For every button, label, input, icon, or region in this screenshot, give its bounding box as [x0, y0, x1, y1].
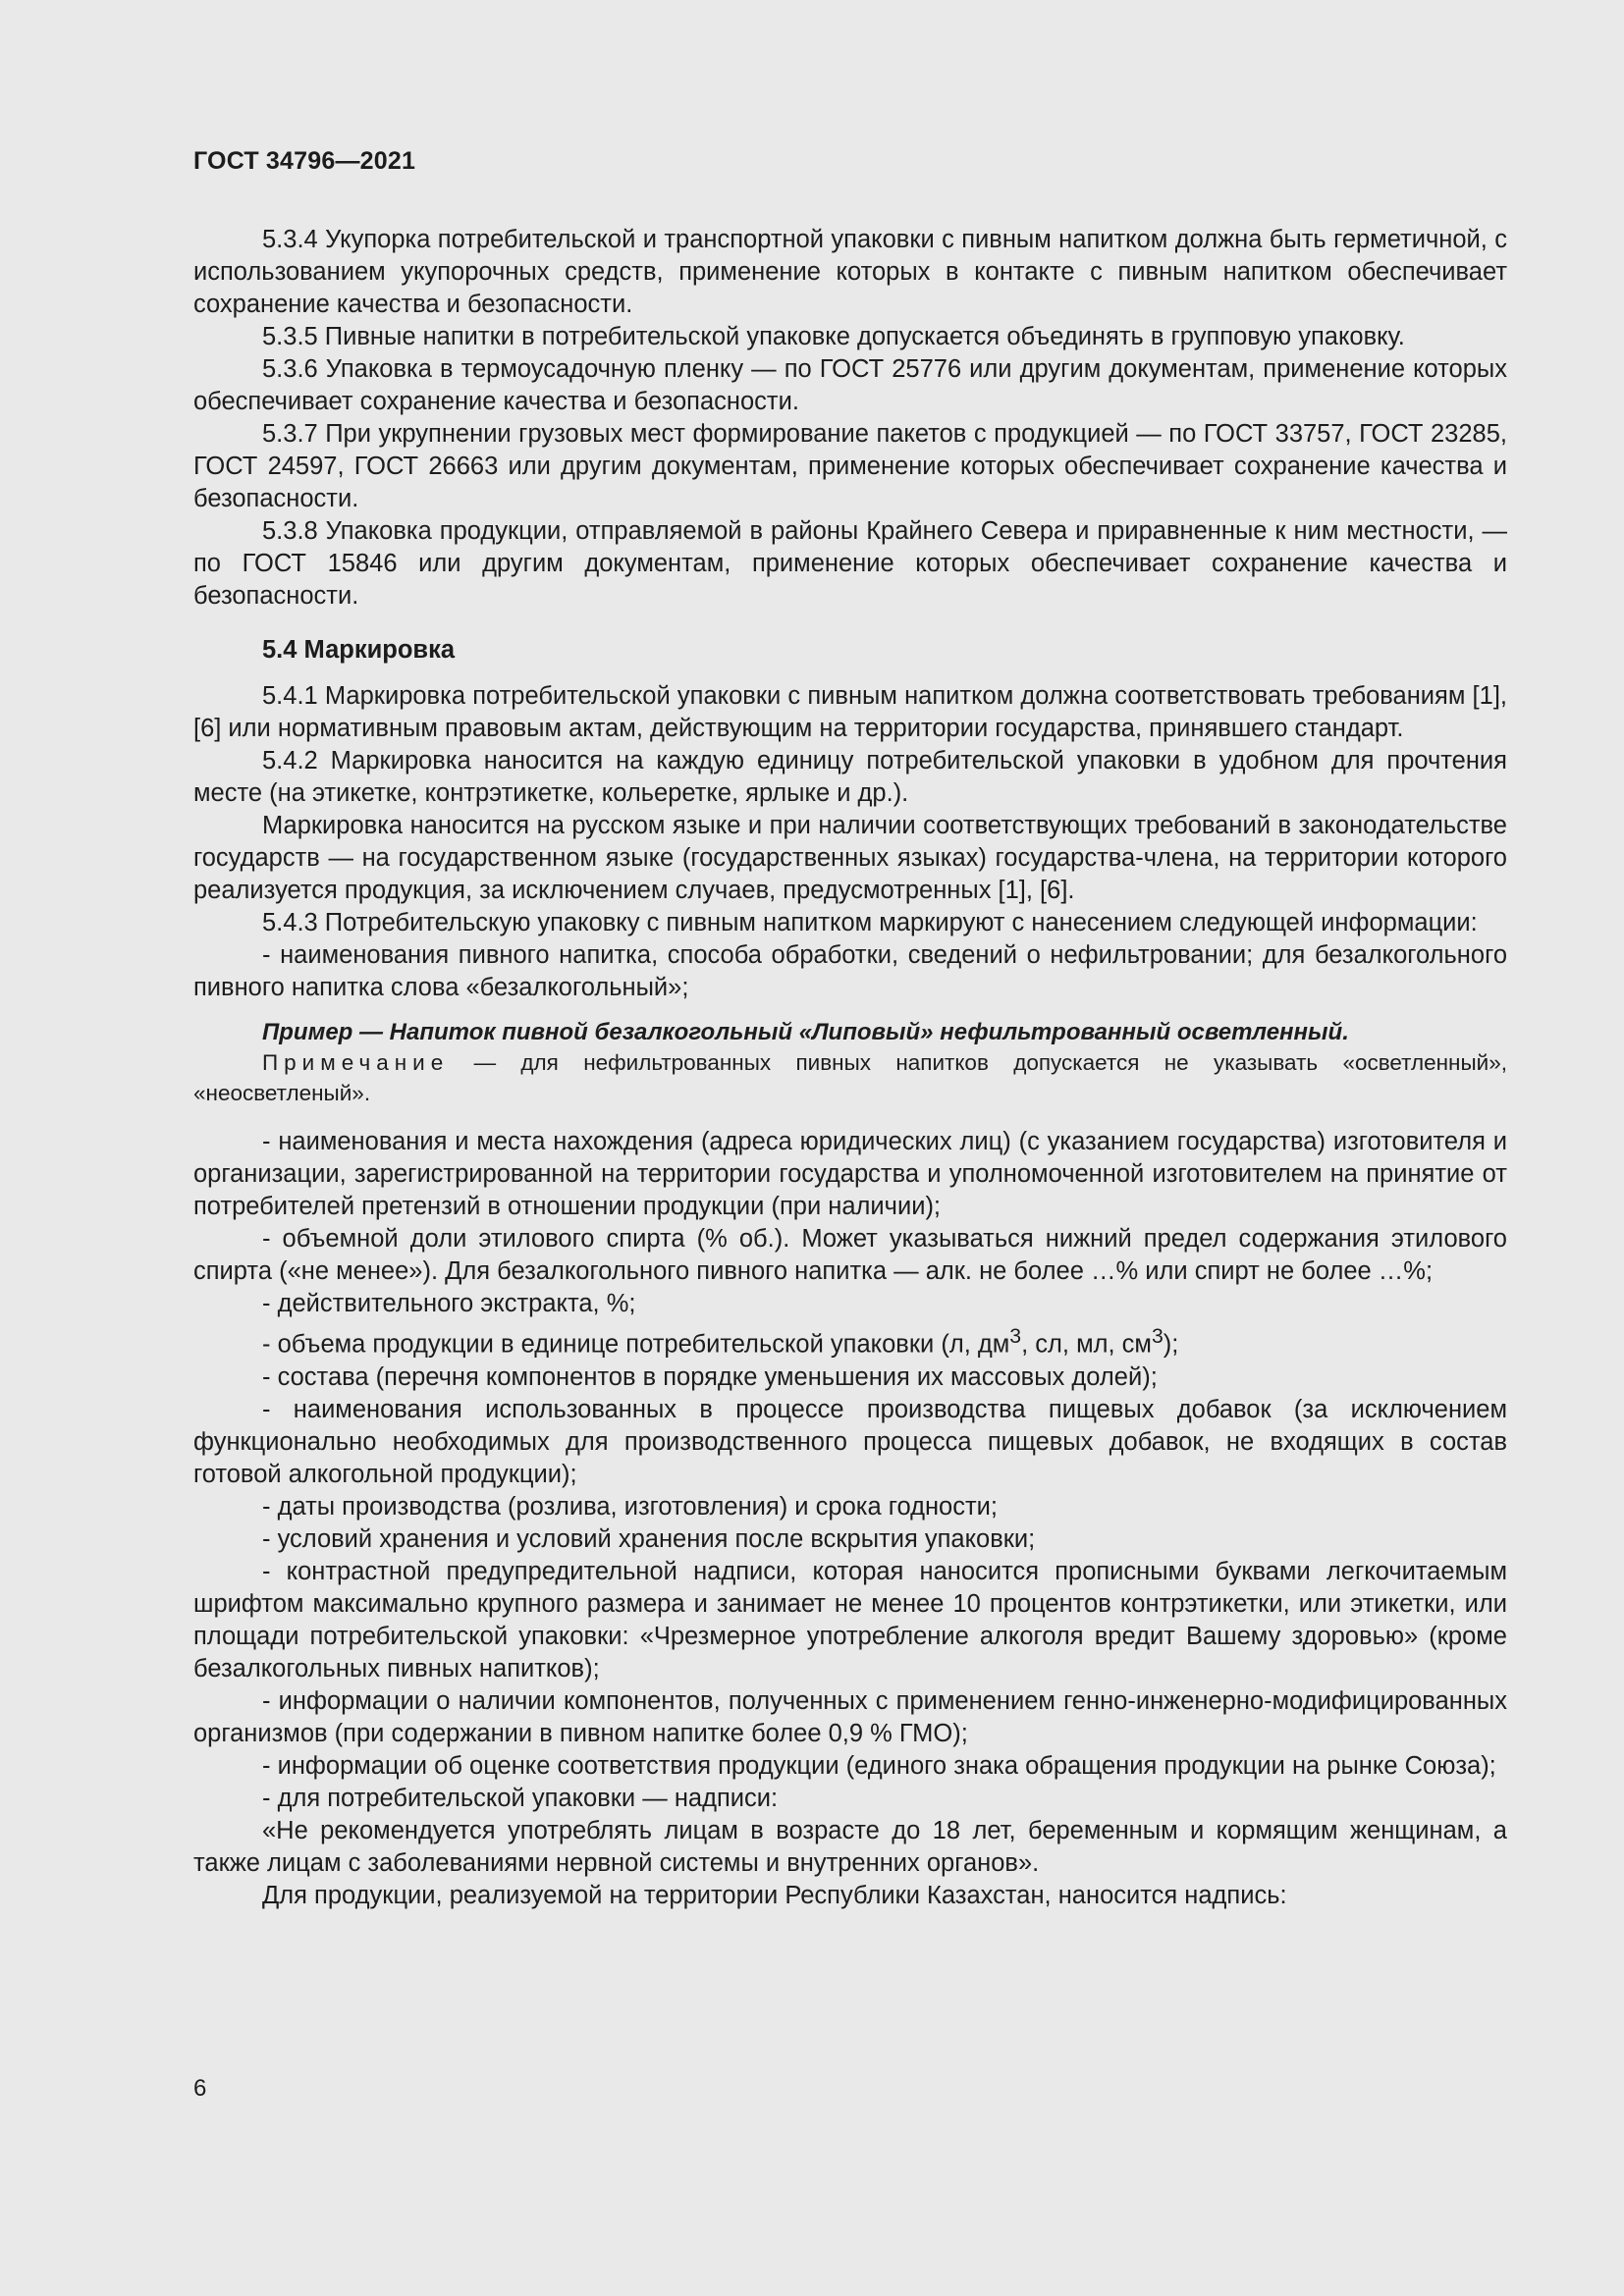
clause-5-3-6: 5.3.6 Упаковка в термоусадочную пленку — по ГОСТ 25776 или другим документам, применение которых обеспечивает сохранение качества и безопасности. — [193, 355, 1507, 415]
page-number: 6 — [193, 2075, 207, 2102]
clause-5-3-7: 5.3.7 При укрупнении грузовых мест формирование пакетов с продукцией — по ГОСТ 33757, ГОСТ 23285, ГОСТ 24597, ГОСТ 26663 или другим документам, применение которых обеспечивает сохранение качества и безопасности. — [193, 420, 1507, 512]
clause-5-3-5: 5.3.5 Пивные напитки в потребительской упаковке допускается объединять в групповую упаковку. — [262, 323, 1405, 350]
list-item: - условий хранения и условий хранения после вскрытия упаковки; — [262, 1524, 1036, 1553]
list-item: - наименования и места нахождения (адреса юридических лиц) (с указанием государства) изготовителя и организации, зарегистрированной на территории государства и уполномоченной изготовителем на принятие от потребителей претензий в отношении продукции (при наличии); — [193, 1128, 1507, 1220]
document-header: ГОСТ 34796—2021 — [193, 147, 416, 175]
list-item: - для потребительской упаковки — надписи: — [262, 1784, 779, 1812]
list-item: - состава (перечня компонентов в порядке уменьшения их массовых долей); — [262, 1362, 1158, 1391]
clause-5-4-1: 5.4.1 Маркировка потребительской упаковки с пивным напитком должна соответствовать требованиям [1], [6] или нормативным правовым актам, действующим на территории государства, принявшего стандарт. — [193, 682, 1507, 742]
superscript: 3 — [1009, 1324, 1022, 1348]
list-item: - контрастной предупредительной надписи, которая наносится прописными буквами легкочитаемым шрифтом максимально крупного размера и занимает не менее 10 процентов контрэтикетки, или этикетки, или площади потребительской упаковки: «Чрезмерное употребление алкоголя вредит Вашему здоровью» (кроме безалкогольных пивных напитков); — [193, 1557, 1507, 1682]
list-item: Для продукции, реализуемой на территории Республики Казахстан, наносится надпись: — [262, 1881, 1287, 1909]
note-text: — для нефильтрованных пивных напитков допускается не указывать «осветленный», «неосветленый». — [193, 1050, 1507, 1105]
list-item: - информации о наличии компонентов, полученных с применением генно-инженерно-модифицированных организмов (при содержании в пивном напитке более 0,9 % ГМО); — [193, 1686, 1507, 1747]
clause-5-3-8: 5.3.8 Упаковка продукции, отправляемой в районы Крайнего Севера и приравненные к ним местности, — по ГОСТ 15846 или другим документам, применение которых обеспечивает сохранение качества и безопасности. — [193, 517, 1507, 610]
list-item: - информации об оценке соответствия продукции (единого знака обращения продукции на рынке Союза); — [262, 1751, 1496, 1780]
volume-text: , сл, мл, см — [1021, 1330, 1152, 1359]
list-item: - объемной доли этилового спирта (% об.). Может указываться нижний предел содержания этилового спирта («не менее»). Для безалкогольного пивного напитка — алк. не более …% или спирт не более …%; — [193, 1225, 1507, 1285]
note — [193, 1047, 1507, 1108]
list-item: - наименования пивного напитка, способа обработки, сведений о нефильтровании; для безалкогольного пивного напитка слова «безалкогольный»; — [193, 941, 1507, 1001]
example-text: Пример — Напиток пивной безалкогольный «Липовый» нефильтрованный осветленный. — [262, 1019, 1349, 1045]
page-content — [193, 224, 1507, 1912]
list-item — [193, 1320, 1507, 1362]
list-item: - наименования использованных в процессе производства пищевых добавок (за исключением функционально необходимых для производственного процесса пищевых добавок, не входящих в состав готовой алкогольной продукции); — [193, 1395, 1507, 1488]
warning-text: «Не рекомендуется употреблять лицам в возрасте до 18 лет, беременным и кормящим женщинам, а также лицам с заболеваниями нервной системы и внутренних органов». — [193, 1816, 1507, 1877]
volume-text: ); — [1163, 1330, 1179, 1359]
list-item: - действительного экстракта, %; — [262, 1290, 636, 1317]
clause-5-3-4: 5.3.4 Укупорка потребительской и транспортной упаковки с пивным напитком должна быть герметичной, с использованием укупорочных средств, применение которых в контакте с пивным напитком обеспечивает сохранение качества и безопасности. — [193, 226, 1507, 318]
list-item: - даты производства (розлива, изготовления) и срока годности; — [262, 1492, 999, 1521]
note-label: Примечание — [262, 1050, 450, 1075]
volume-text: - объема продукции в единице потребительской упаковки (л, дм — [262, 1330, 1010, 1359]
clause-5-4-2: 5.4.2 Маркировка наносится на каждую единицу потребительской упаковки в удобном для прочтения месте (на этикетке, контрэтикетке, кольеретке, ярлыке и др.). — [193, 747, 1507, 807]
superscript: 3 — [1151, 1324, 1164, 1348]
language-paragraph: Маркировка наносится на русском языке и при наличии соответствующих требований в законодательстве государств — на государственном языке (государственных языках) государства-члена, на территории которого реализуется продукция, за исключением случаев, предусмотренных [1], [6]. — [193, 812, 1507, 904]
clause-5-4-3: 5.4.3 Потребительскую упаковку с пивным напитком маркируют с нанесением следующей информации: — [262, 909, 1478, 936]
section-heading-5-4: 5.4 Маркировка — [262, 636, 456, 664]
